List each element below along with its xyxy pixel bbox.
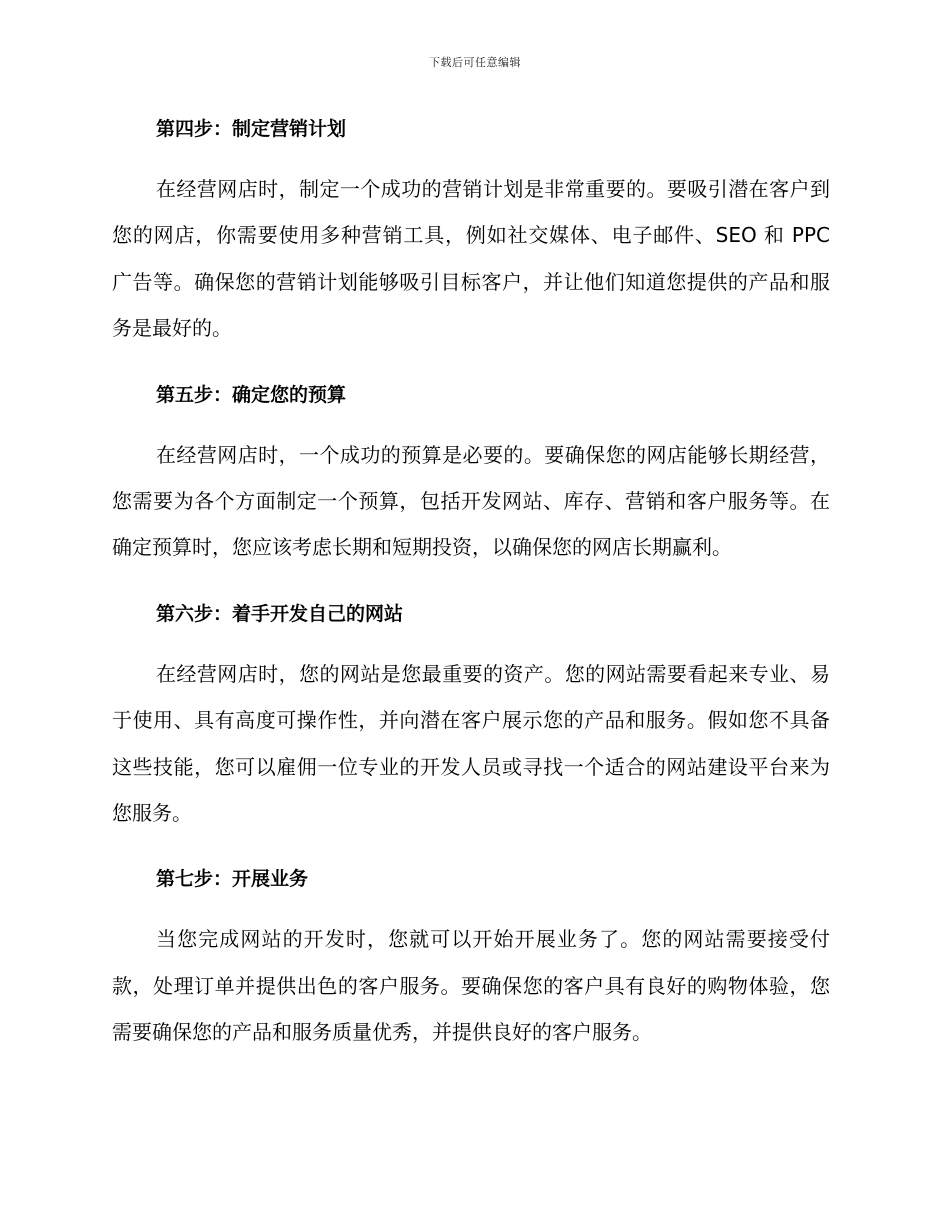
section-paragraph: 当您完成网站的开发时，您就可以开始开展业务了。您的网站需要接受付款，处理订单并提供出色的客户服务。要确保您的客户具有良好的购物体验，您需要确保您的产品和服务质量优秀，并提供良好的客户服务。 <box>112 927 830 1045</box>
section-step-4 <box>112 112 830 352</box>
section-step-6 <box>112 597 830 837</box>
section-heading: 第六步：着手开发自己的网站 <box>156 602 404 625</box>
section-step-7 <box>112 862 830 1055</box>
page-header-note: 下载后可任意编辑 <box>429 56 521 69</box>
section-paragraph: 在经营网店时，制定一个成功的营销计划是非常重要的。要吸引潜在客户到您的网店，你需要使用多种营销工具，例如社交媒体、电子邮件、SEO 和 PPC 广告等。确保您的营销计划能够吸引目标客户，并让他们知道您提供的产品和服务是最好的。 <box>112 177 830 341</box>
document-content <box>112 112 830 1082</box>
section-heading: 第四步：制定营销计划 <box>156 118 347 140</box>
section-step-5 <box>112 378 830 571</box>
section-heading: 第七步：开展业务 <box>156 868 309 891</box>
section-paragraph: 在经营网店时，一个成功的预算是必要的。要确保您的网店能够长期经营，您需要为各个方面制定一个预算，包括开发网站、库存、营销和客户服务等。在确定预算时，您应该考虑长期和短期投资，以确保您的网店长期赢利。 <box>112 442 830 560</box>
section-paragraph: 在经营网店时，您的网站是您最重要的资产。您的网站需要看起来专业、易于使用、具有高度可操作性，并向潜在客户展示您的产品和服务。假如您不具备这些技能，您可以雇佣一位专业的开发人员或寻找一个适合的网站建设平台来为您服务。 <box>112 661 830 826</box>
section-heading: 第五步：确定您的预算 <box>156 383 347 406</box>
